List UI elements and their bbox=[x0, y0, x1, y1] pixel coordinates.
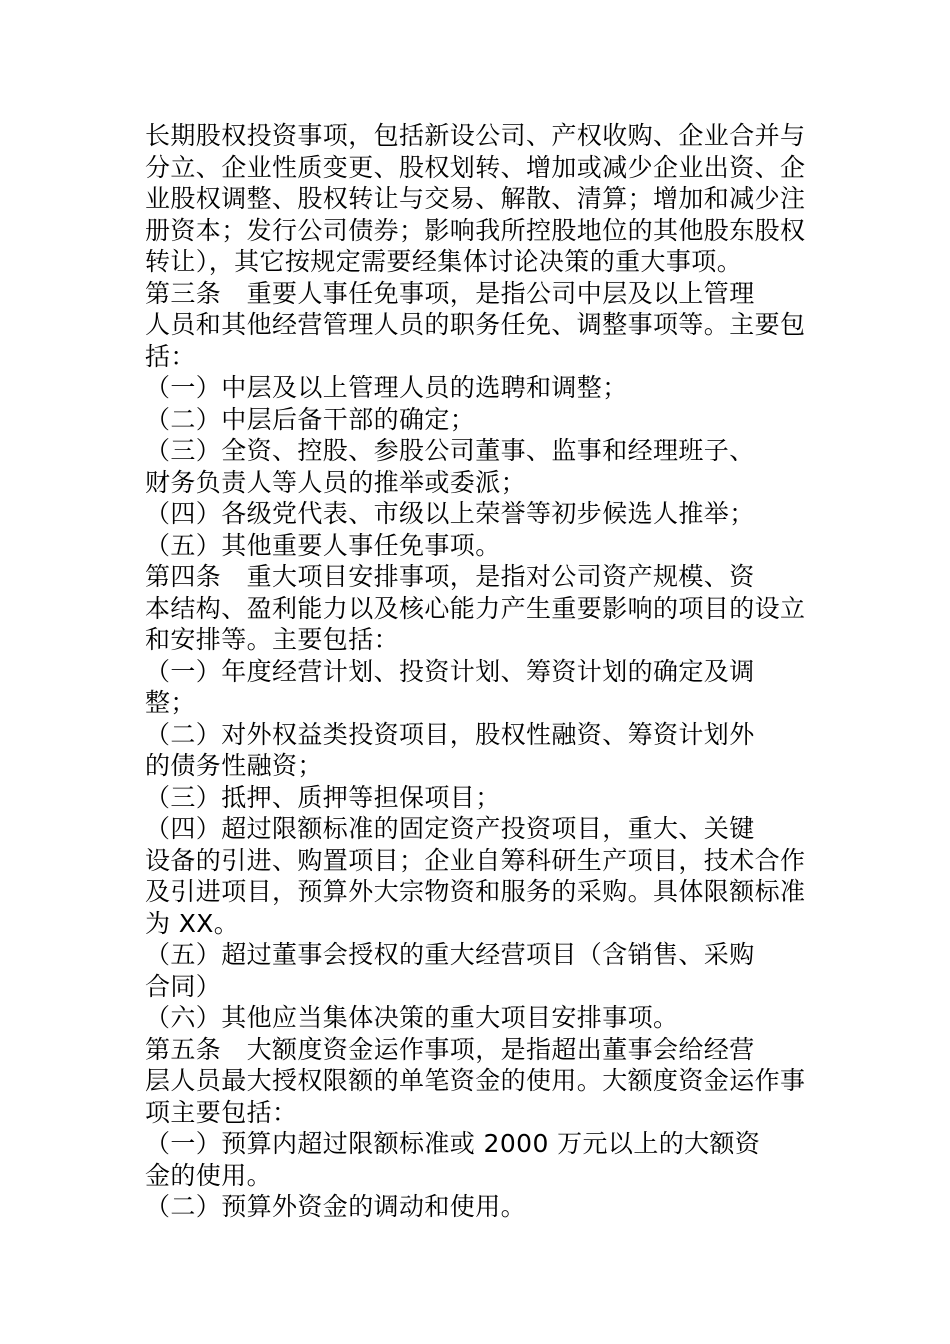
text-line: 括： bbox=[145, 341, 196, 371]
list-item-line: （四）各级党代表、市级以上荣誉等初步候选人推举； bbox=[145, 499, 755, 528]
text-line: 分立、企业性质变更、股权划转、增加或减少企业出资、企 bbox=[145, 152, 806, 182]
text-line: 财务负责人等人员的推举或委派； bbox=[145, 467, 527, 497]
list-item-line: （二）中层后备干部的确定； bbox=[145, 404, 476, 434]
list-item-line: （一）中层及以上管理人员的选聘和调整； bbox=[145, 373, 628, 402]
list-item-line: （六）其他应当集体决策的重大项目安排事项。 bbox=[145, 1003, 679, 1032]
list-item-line: （一）预算内超过限额标准或 2000 万元以上的大额资 bbox=[145, 1129, 761, 1158]
text-line: 设备的引进、购置项目；企业自筹科研生产项目，技术合作 bbox=[145, 845, 806, 875]
text-line: 业股权调整、股权转让与交易、解散、清算；增加和减少注 bbox=[145, 184, 806, 213]
text-line: 转让），其它按规定需要经集体讨论决策的重大事项。 bbox=[145, 247, 743, 276]
article-heading-line: 第三条 重要人事任免事项，是指公司中层及以上管理 bbox=[145, 278, 755, 308]
text-line: 为 XX。 bbox=[145, 908, 240, 938]
list-item-line: （一）年度经营计划、投资计划、筹资计划的确定及调 bbox=[145, 656, 755, 686]
list-item-line: （五）超过董事会授权的重大经营项目（含销售、采购 bbox=[145, 940, 755, 969]
list-item-line: （三）抵押、质押等担保项目； bbox=[145, 782, 501, 812]
text-line: 本结构、盈利能力以及核心能力产生重要影响的项目的设立 bbox=[145, 593, 806, 623]
text-line: 的债务性融资； bbox=[145, 751, 323, 780]
list-item-line: （四）超过限额标准的固定资产投资项目，重大、关键 bbox=[145, 814, 755, 843]
list-item-line: （三）全资、控股、参股公司董事、监事和经理班子、 bbox=[145, 436, 755, 465]
document-body bbox=[145, 120, 825, 1223]
list-item-line: （五）其他重要人事任免事项。 bbox=[145, 530, 501, 560]
text-line: 金的使用。 bbox=[145, 1160, 273, 1190]
article-heading-line: 第四条 重大项目安排事项，是指对公司资产规模、资 bbox=[145, 562, 755, 591]
text-line: 和安排等。主要包括： bbox=[145, 625, 400, 654]
text-line: 合同） bbox=[145, 971, 222, 1001]
list-item-line: （二）对外权益类投资项目，股权性融资、筹资计划外 bbox=[145, 719, 755, 749]
text-line: 册资本；发行公司债券；影响我所控股地位的其他股东股权 bbox=[145, 215, 806, 245]
text-line: 层人员最大授权限额的单笔资金的使用。大额度资金运作事 bbox=[145, 1066, 806, 1095]
article-heading-line: 第五条 大额度资金运作事项，是指超出董事会给经营 bbox=[145, 1034, 755, 1064]
text-line: 项主要包括： bbox=[145, 1097, 298, 1127]
list-item-line: （二）预算外资金的调动和使用。 bbox=[145, 1192, 527, 1221]
text-line: 人员和其他经营管理人员的职务任免、调整事项等。主要包 bbox=[145, 310, 806, 339]
text-line: 整； bbox=[145, 688, 196, 717]
text-line: 长期股权投资事项，包括新设公司、产权收购、企业合并与 bbox=[145, 121, 806, 150]
text-line: 及引进项目，预算外大宗物资和服务的采购。具体限额标准 bbox=[145, 877, 806, 906]
